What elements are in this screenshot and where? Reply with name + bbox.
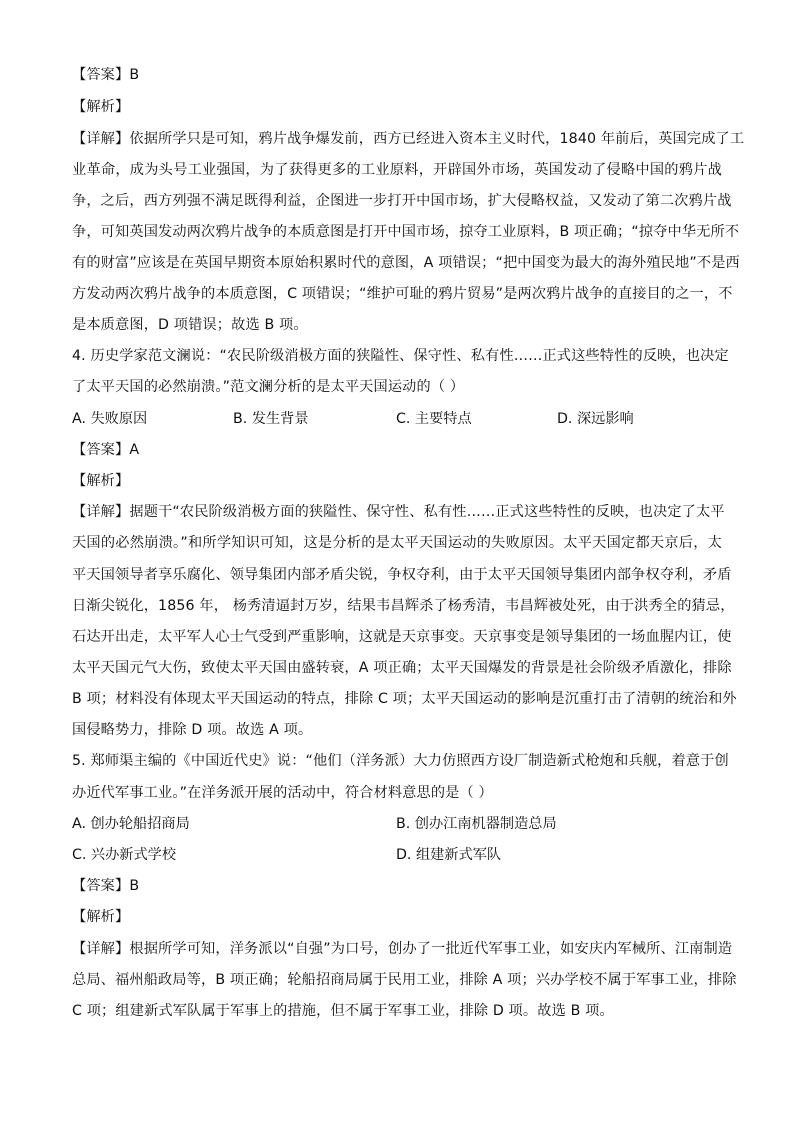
q4-detail-line: 国侵略势力，排除 D 项。故选 A 项。	[72, 722, 313, 738]
q4-answer: 【答案】A	[72, 442, 140, 458]
q4-detail-line: 天国的必然崩溃。”和所学知识可知，这是分析的是太平天国运动的失败原因。太平天国定都天京后，太	[72, 535, 722, 551]
q4-stem-line: 4. 历史学家范文澜说：“农民阶级消极方面的狭隘性、保守性、私有性……正式这些特性的反映，也决定	[72, 348, 729, 364]
q4-stem-line: 了太平天国的必然崩溃。”范文澜分析的是太平天国运动的（ ）	[72, 379, 465, 395]
q5-stem-line: 5. 郑师渠主编的《中国近代史》说：“他们（洋务派）大力仿照西方设厂制造新式枪炮和兵舰，着意于创	[72, 753, 729, 769]
q4-detail-line: 太平天国元气大伤，致使太平天国由盛转衰，A 项正确；太平天国爆发的背景是社会阶级矛盾激化，排除	[72, 660, 732, 676]
q5-detail-line: 【详解】根据所学可知，洋务派以“自强”为口号，创办了一批近代军事工业，如安庆内军械所、江南制造	[72, 941, 733, 957]
q5-answer: 【答案】B	[72, 878, 140, 894]
q4-option-a: A. 失败原因	[72, 411, 148, 427]
q3-detail-line: 方发动两次鸦片战争的本质意图，C 项错误；“维护可耻的鸦片贸易”是两次鸦片战争的直接目的之一，不	[72, 286, 733, 302]
q5-option-d: D. 组建新式军队	[396, 847, 502, 863]
q3-detail-line: 争，之后，西方列强不满足既得利益，企图进一步打开中国市场，扩大侵略权益，又发动了第二次鸦片战	[72, 193, 732, 209]
q5-detail-line: C 项；组建新式军队属于军事上的措施，但不属于军事工业，排除 D 项。故选 B 项。	[72, 1003, 614, 1019]
q3-detail-line: 是本质意图，D 项错误；故选 B 项。	[72, 317, 308, 333]
q3-detail-line: 争，可知英国发动两次鸦片战争的本质意图是打开中国市场，掠夺工业原料，B 项正确；“掠夺中华无所不	[72, 224, 740, 240]
q3-detail-line: 【详解】依据所学只是可知，鸦片战争爆发前，西方已经进入资本主义时代，1840 年前后，英国完成了工	[72, 131, 745, 147]
q5-option-c: C. 兴办新式学校	[72, 847, 177, 863]
q4-detail-line: 【详解】据题干“农民阶级消极方面的狭隘性、保守性、私有性……正式这些特性的反映，也决定了太平	[72, 504, 725, 520]
q4-detail-line: 日渐尖锐化，1856 年， 杨秀清逼封万岁，结果韦昌辉杀了杨秀清，韦昌辉被处死，由于洪秀全的猜忌，	[72, 598, 735, 614]
q4-detail-line: 平天国领导者享乐腐化、领导集团内部矛盾尖锐，争权夺利，由于太平天国领导集团内部争权夺利，矛盾	[72, 567, 732, 583]
q4-detail-line: B 项；材料没有体现太平天国运动的特点，排除 C 项；太平天国运动的影响是沉重打击了清朝的统治和外	[72, 691, 737, 707]
q5-stem-line: 办近代军事工业。”在洋务派开展的活动中，符合材料意思的是（ ）	[72, 785, 493, 801]
q5-option-b: B. 创办江南机器制造总局	[396, 816, 557, 832]
q4-option-c: C. 主要特点	[396, 411, 472, 427]
q4-option-d: D. 深远影响	[557, 411, 634, 427]
q5-detail-line: 总局、福州船政局等，B 项正确；轮船招商局属于民用工业，排除 A 项；兴办学校不属于军事工业，排除	[72, 972, 737, 988]
q3-answer: 【答案】B	[72, 67, 140, 83]
q5-analysis-label: 【解析】	[72, 909, 130, 925]
q4-option-b: B. 发生背景	[233, 411, 309, 427]
q3-detail-line: 业革命，成为头号工业强国，为了获得更多的工业原料，开辟国外市场，英国发动了侵略中国的鸦片战	[72, 162, 722, 178]
q4-detail-line: 石达开出走，太平军人心士气受到严重影响，这就是天京事变。天京事变是领导集团的一场血腥内讧，使	[72, 629, 732, 645]
q4-analysis-label: 【解析】	[72, 473, 130, 489]
q5-option-a: A. 创办轮船招商局	[72, 816, 190, 832]
q3-analysis-label: 【解析】	[72, 99, 130, 115]
q3-detail-line: 有的财富”应该是在英国早期资本原始积累时代的意图，A 项错误；“把中国变为最大的海外殖民地”不是西	[72, 255, 740, 271]
